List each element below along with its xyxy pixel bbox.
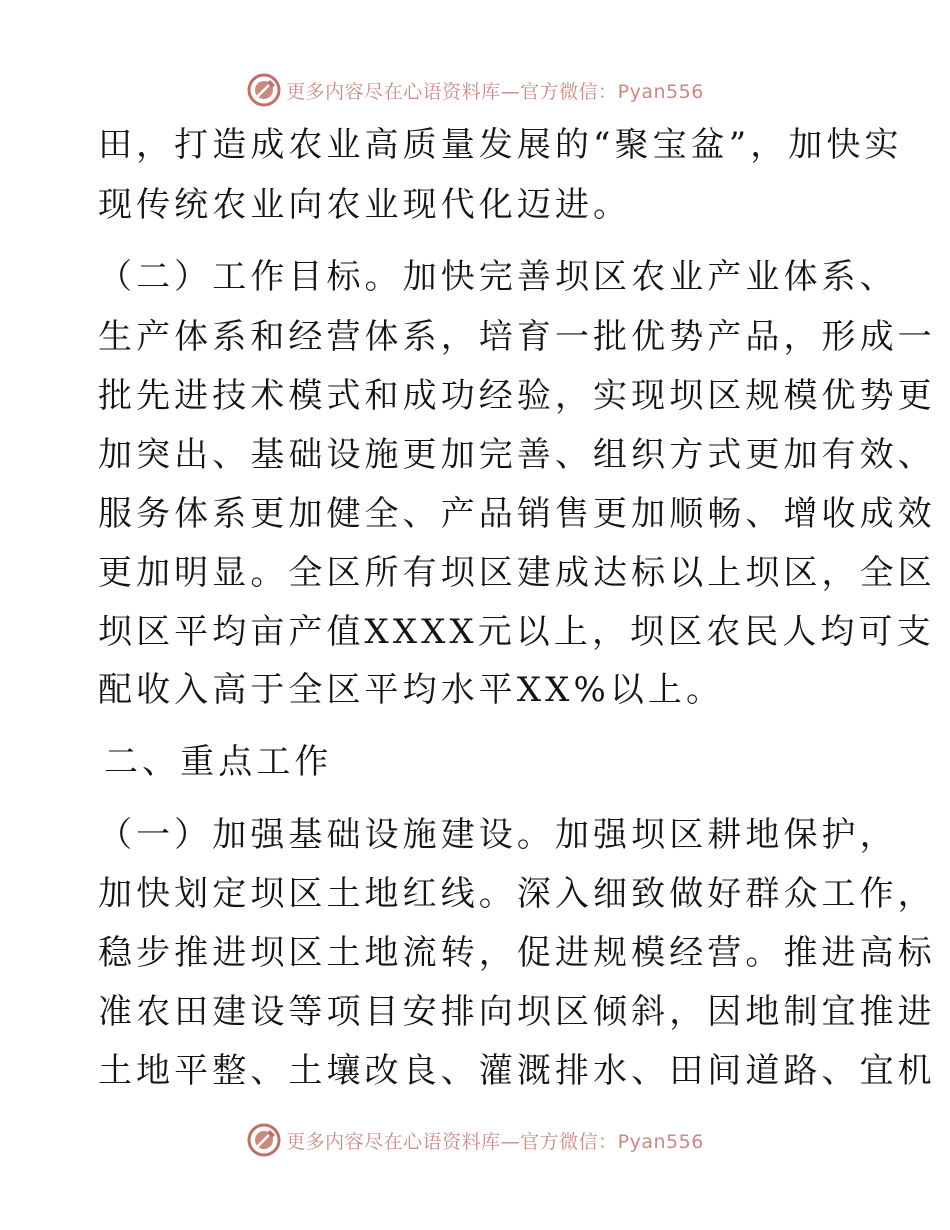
body-line-16: 土地平整、土壤改良、灌溉排水、田间道路、宜机 bbox=[98, 1051, 936, 1091]
body-line-15: 准农田建设等项目安排向坝区倾斜，因地制宜推进 bbox=[98, 992, 936, 1032]
watermark-text: 更多内容尽在心语资料库—官方微信：Pyan556 bbox=[286, 1130, 704, 1153]
body-line-3: （二）工作目标。加快完善坝区农业产业体系、 bbox=[98, 257, 898, 297]
body-line-5: 批先进技术模式和成功经验，实现坝区规模优势更 bbox=[98, 376, 936, 416]
body-line-13: 加快划定坝区土地红线。深入细致做好群众工作， bbox=[98, 874, 936, 914]
body-line-9: 坝区平均亩产值XXXX元以上，坝区农民人均可支 bbox=[98, 612, 935, 652]
section-heading: 二、重点工作 bbox=[104, 742, 333, 782]
body-line-1: 田，打造成农业高质量发展的“聚宝盆”，加快实 bbox=[98, 125, 903, 165]
body-line-12: （一）加强基础设施建设。加强坝区耕地保护， bbox=[98, 815, 898, 855]
body-line-4: 生产体系和经营体系，培育一批优势产品，形成一 bbox=[98, 317, 936, 357]
pen-seal-logo-icon bbox=[246, 1122, 282, 1158]
body-line-10: 配收入高于全区平均水平XX%以上。 bbox=[98, 670, 725, 710]
body-line-14: 稳步推进坝区土地流转，促进规模经营。推进高标 bbox=[98, 933, 936, 973]
body-line-8: 更加明显。全区所有坝区建成达标以上坝区，全区 bbox=[98, 553, 936, 593]
pen-seal-logo-icon bbox=[246, 72, 282, 108]
body-line-7: 服务体系更加健全、产品销售更加顺畅、增收成效 bbox=[98, 494, 936, 534]
watermark-text: 更多内容尽在心语资料库—官方微信：Pyan556 bbox=[286, 80, 704, 103]
header-watermark bbox=[0, 70, 950, 110]
body-line-2: 现传统农业向农业现代化迈进。 bbox=[98, 185, 632, 225]
footer-watermark bbox=[0, 1120, 950, 1160]
body-line-6: 加突出、基础设施更加完善、组织方式更加有效、 bbox=[98, 435, 936, 475]
